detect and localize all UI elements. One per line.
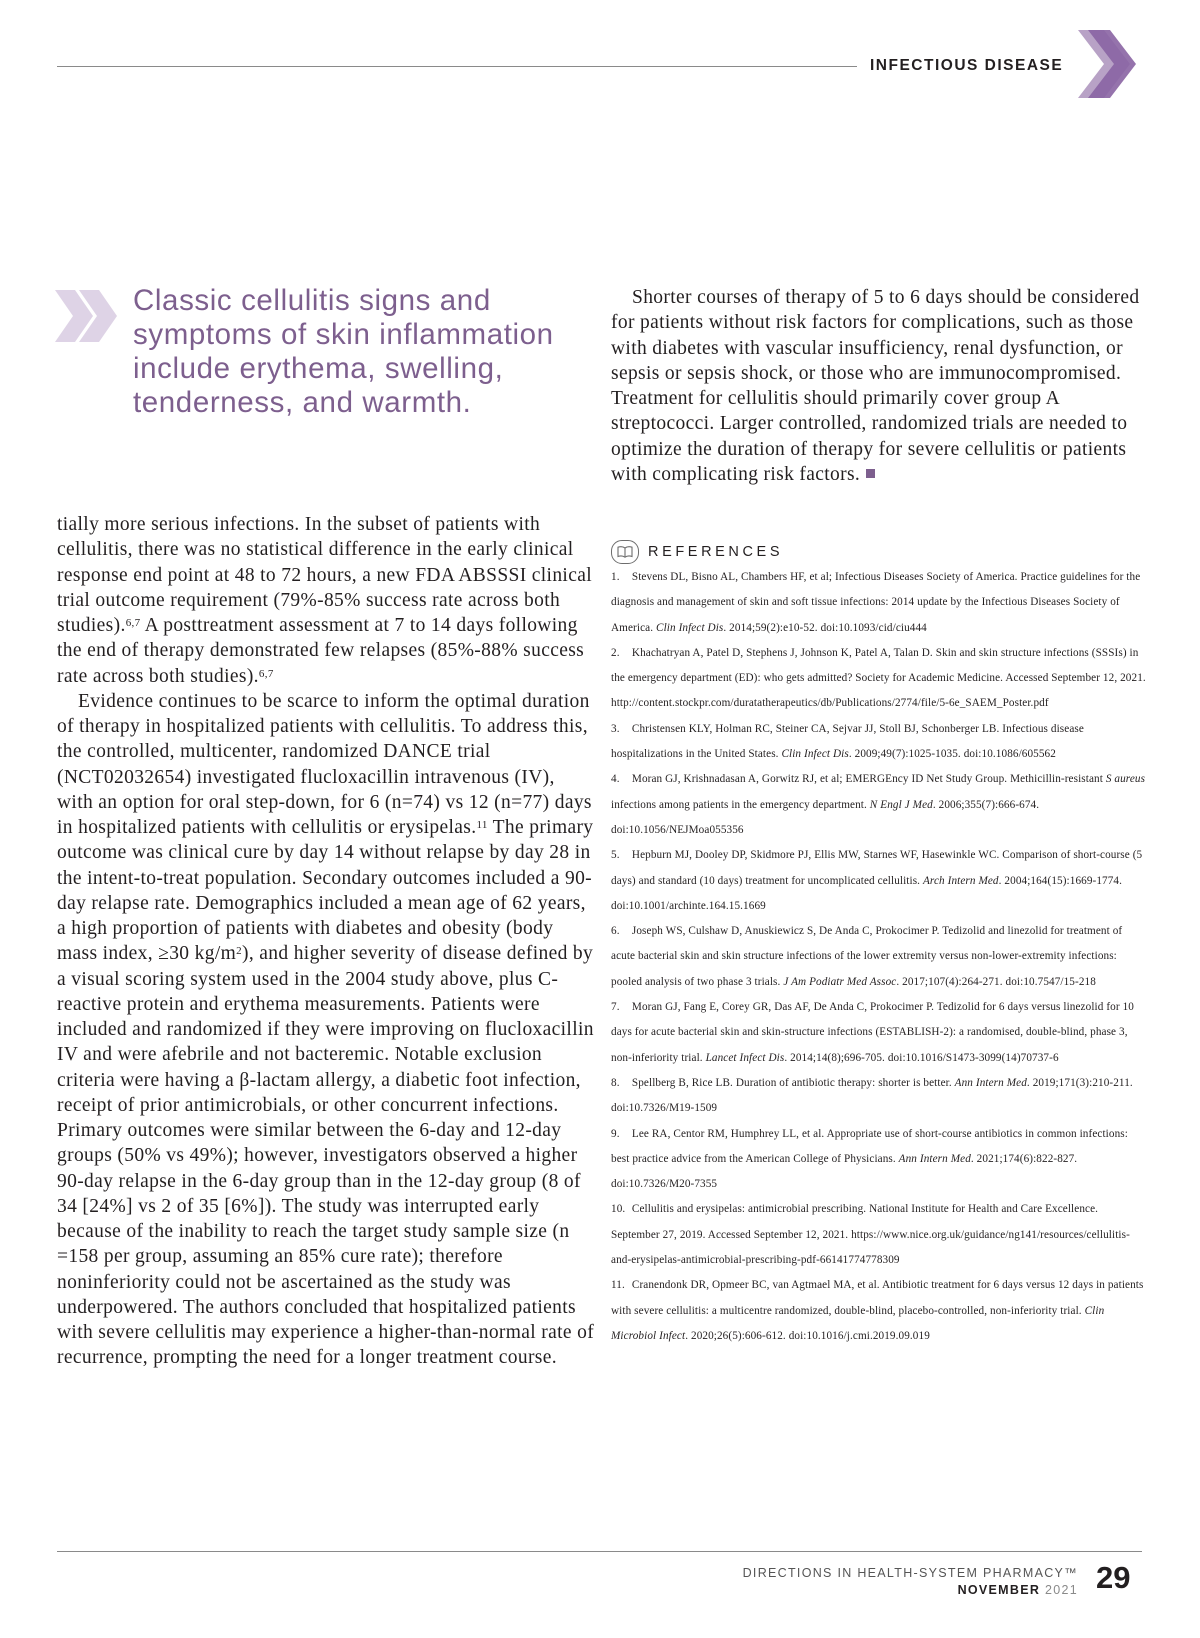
reference-item: 6. Joseph WS, Culshaw D, Anuskiewicz S, De Anda C, Prokocimer P. Tedizolid and linezolid for treatment of acute bacterial skin and skin structure infections of the lower extremity versus non-lower-extremity infections: pooled analysis of two phase 3 trials. J Am Podiatr Med Assoc. 2017;107(4):264-271. doi:10.7547/15-218: [611, 925, 1123, 988]
reference-item: 2. Khachatryan A, Patel D, Stephens J, Johnson K, Patel A, Talan D. Skin and skin structure infections (SSSIs) in the emergency department (ED): who gets admitted? Society for Academic Medicine. Accessed September 12, 2021. http://content.stockpr.com/duratatherapeutics/db/Publications/2774/file/5-6e_SAEM_Poster.pdf: [611, 646, 1146, 710]
body-paragraph: Shorter courses of therapy of 5 to 6 days should be considered for patients without risk factors for complications, such as those with diabetes with vascular insufficiency, renal dysfunction, or sepsis or sepsis shock, or those who are immunocompromised. Treatment for cellulitis should primarily cover group A streptococci. Larger controlled, randomized trials are needed to optimize the duration of therapy for severe cellulitis or patients with complicating risk factors.: [611, 287, 1140, 485]
references-heading: [611, 540, 783, 564]
pull-quote: Classic cellulitis signs and symptoms of skin inflammation include erythema, swelling, tenderness, and warmth.: [133, 284, 554, 419]
right-column: [611, 285, 1147, 487]
reference-item: 4. Moran GJ, Krishnadasan A, Gorwitz RJ, et al; EMERGEncy ID Net Study Group. Methicillin-resistant S aureus infections among patients in the emergency department. N Engl J Med. 2006;355(7):666-674. doi:10.1056/NEJMoa055356: [611, 773, 1146, 836]
footer-rule: [57, 1551, 1142, 1552]
header-rule: [57, 66, 857, 67]
citation-superscript: 6,7: [125, 617, 141, 629]
publication-name: DIRECTIONS IN HEALTH-SYSTEM PHARMACY™: [742, 1566, 1078, 1580]
reference-item: 7. Moran GJ, Fang E, Corey GR, Das AF, De Anda C, Prokocimer P. Tedizolid for 6 days versus linezolid for 10 days for acute bacterial skin and skin-structure infections (ESTABLISH-2): a randomised, double-blind, phase 3, non-inferiority trial. Lancet Infect Dis. 2014;14(8);696-705. doi:10.1016/S1473-3099(14)70737-6: [611, 1001, 1134, 1064]
double-chevron-right-icon: [55, 290, 121, 342]
section-label: INFECTIOUS DISEASE: [870, 57, 1064, 74]
references-list: [611, 565, 1147, 1349]
reference-item: 11. Cranendonk DR, Opmeer BC, van Agtmael MA, et al. Antibiotic treatment for 6 days versus 12 days in patients with severe cellulitis: a multicentre randomized, double-blind, placebo-controlled, non-inferiority trial. Clin Microbiol Infect. 2020;26(5):606-612. doi:10.1016/j.cmi.2019.09.019: [611, 1279, 1144, 1342]
issue-date: NOVEMBER 2021: [957, 1583, 1078, 1597]
reference-item: 10. Cellulitis and erysipelas: antimicrobial prescribing. National Institute for Health and Care Excellence. September 27, 2019. Accessed September 12, 2021. https://www.nice.org.uk/guidance/ng141/resources/cellulitis-and-erysipelas-antimicrobial-prescribing-pdf-66141774778309: [611, 1203, 1130, 1267]
left-column: [57, 512, 595, 1371]
body-paragraph: tially more serious infections. In the subset of patients with cellulitis, there was no statistical difference in the early clinical response end point at 48 to 72 hours, a new FDA ABSSSI clinical trial outcome requirement (79%-85% success rate across both studies).$^{6,7}$ A posttreatment assessment at 7 to 14 days following the end of therapy demonstrated few relapses (85%-88% success rate across both studies).$^{6,7}$: [57, 514, 592, 687]
end-of-article-square-icon: [866, 469, 875, 478]
body-paragraph: Evidence continues to be scarce to inform the optimal duration of therapy in hospitalized patients with cellulitis. To address this, the controlled, multicenter, randomized DANCE trial (NCT02032654) investigated flucloxacillin intravenous (IV), with an option for oral step-down, for 6 (n=74) vs 12 (n=77) days in hospitalized patients with cellulitis or erysipelas.$^{11}$ The primary outcome was clinical cure by day 14 without relapse by day 28 in the intent-to-treat population. Secondary outcomes included a 90-day relapse rate. Demographics included a mean age of 62 years, a high proportion of patients with diabetes and obesity (body mass index, ≥30 kg/m$^2$), and higher severity of disease defined by a visual scoring system used in the 2004 study above, plus C-reactive protein and erythema measurements. Patients were included and randomized if they were improving on flucloxacillin IV and were afebrile and not bacteremic. Notable exclusion criteria were having a β-lactam allergy, a diabetic foot infection, receipt of prior antimicrobials, or other concurrent infections. Primary outcomes were similar between the 6-day and 12-day groups (50% vs 49%); however, investigators observed a higher 90-day relapse in the 6-day group than in the 12-day group (8 of 34 [24%] vs 2 of 35 [6%]). The study was interrupted early because of the inability to reach the target study sample size (n =158 per group, assuming an 85% cure rate); therefore noninferiority could not be ascertained as the study was underpowered. The authors concluded that hospitalized patients with severe cellulitis may experience a higher-than-normal rate of recurrence, prompting the need for a longer treatment course.: [57, 690, 595, 1369]
unit-superscript: 2: [236, 945, 242, 958]
citation-superscript: 6,7: [258, 667, 274, 680]
reference-item: 8. Spellberg B, Rice LB. Duration of antibiotic therapy: shorter is better. Ann Intern Med. 2019;171(3):210-211. doi:10.7326/M19-1509: [611, 1076, 1133, 1115]
reference-item: 1. Stevens DL, Bisno AL, Chambers HF, et al; Infectious Diseases Society of America. Practice guidelines for the diagnosis and management of skin and soft tissue infections: 2014 update by the Infectious Diseases Society of America. Clin Infect Dis. 2014;59(2):e10-52. doi:10.1093/cid/ciu444: [611, 571, 1141, 634]
reference-item: 9. Lee RA, Centor RM, Humphrey LL, et al. Appropriate use of short-course antibiotics in common infections: best practice advice from the American College of Physicians. Ann Intern Med. 2021;174(6):822-827. doi:10.7326/M20-7355: [611, 1127, 1128, 1191]
reference-item: 3. Christensen KLY, Holman RC, Steiner CA, Sejvar JJ, Stoll BJ, Schonberger LB. Infectious disease hospitalizations in the United States. Clin Infect Dis. 2009;49(7):1025-1035. doi:10.1086/605562: [611, 722, 1084, 761]
references-title: REFERENCES: [648, 544, 784, 560]
open-book-icon: [611, 540, 639, 564]
double-chevron-right-icon: [1078, 30, 1138, 98]
citation-superscript: 11: [476, 819, 488, 831]
reference-item: 5. Hepburn MJ, Dooley DP, Skidmore PJ, Ellis MW, Starnes WF, Hasewinkle WC. Comparison of short-course (5 days) and standard (10 days) treatment for uncomplicated cellulitis. Arch Intern Med. 2004;164(15):1669-1774. doi:10.1001/archinte.164.15.1669: [611, 849, 1143, 912]
page-number: 29: [1096, 1560, 1131, 1595]
